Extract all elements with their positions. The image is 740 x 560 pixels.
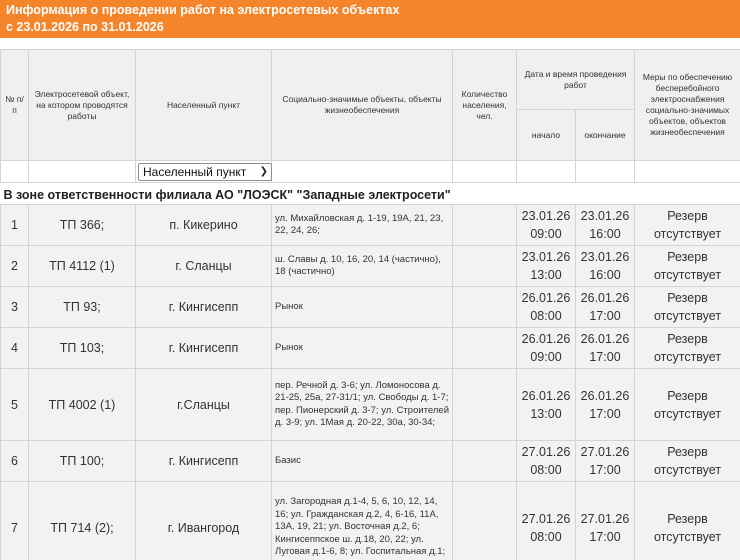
table-row [1,287,740,328]
row-end [576,287,635,328]
row-measures [635,246,740,287]
header-social: Социально-значимые объекты, объекты жизнеобеспечения [272,50,453,161]
row-start [517,328,576,369]
header-datetime: Дата и время проведения работ [517,50,635,110]
row-population [453,328,517,369]
row-measures-line1: Резерв [667,209,708,223]
locality-filter-select[interactable] [138,163,272,181]
row-num: 6 [1,441,29,482]
row-measures-line1: Резерв [667,445,708,459]
row-start-date: 23.01.26 [521,250,571,264]
row-measures [635,205,740,246]
row-measures-line1: Резерв [667,250,708,264]
header-population: Количество населения, чел. [453,50,517,161]
locality-filter-value: Населенный пункт [143,164,247,179]
table-row [1,205,740,246]
row-object: ТП 4002 (1) [29,369,136,441]
row-locality: г. Кингисепп [136,328,272,369]
row-population [453,482,517,560]
row-measures-line1: Резерв [667,388,708,403]
row-locality: г. Кингисепп [136,287,272,328]
row-measures-line2: отсутствует [653,268,722,282]
row-object: ТП 100; [29,441,136,482]
row-num: 4 [1,328,29,369]
row-end [576,205,635,246]
filter-row [1,161,740,183]
row-measures [635,482,740,560]
row-start-time: 09:00 [530,350,562,364]
row-measures [635,328,740,369]
row-end-date: 26.01.26 [580,388,630,403]
row-measures-line1: Резерв [667,511,708,526]
row-start-time: 08:00 [530,309,562,323]
row-measures-line1: Резерв [667,332,708,346]
row-object: ТП 714 (2); [29,482,136,560]
header-start: начало [517,110,576,161]
header-object: Электросетевой объект, на котором проводятся работы [29,50,136,161]
works-table [0,49,740,560]
row-object: ТП 366; [29,205,136,246]
table-row [1,441,740,482]
row-end [576,482,635,560]
row-object: ТП 103; [29,328,136,369]
row-population [453,246,517,287]
row-social: Рынок [272,287,453,328]
row-start-time: 13:00 [530,268,562,282]
row-start-time: 08:00 [530,529,562,544]
row-start [517,246,576,287]
row-measures-line2: отсутствует [653,529,722,544]
group-title: В зоне ответственности филиала АО "ЛОЭСК" "Западные электросети" [1,183,740,205]
row-social: Базис [272,441,453,482]
row-start-date: 27.01.26 [521,511,571,526]
table-row [1,246,740,287]
row-social: ул. Загородная д.1-4, 5, 6, 10, 12, 14, 16; ул. Гражданская д.2, 4, 6-16, 11А, 13А, 19, 21; ул. Восточная д.2, 6; Кингисеппское ш. д.18, 20, 22; ул. Луговая д.1-6, 8; ул. Госпитальная д.1; [272,482,453,560]
row-end-time: 16:00 [589,268,621,282]
row-start [517,441,576,482]
row-start-date: 23.01.26 [521,209,571,223]
row-start-date: 26.01.26 [521,388,571,403]
row-end [576,328,635,369]
row-measures [635,441,740,482]
row-start-time: 08:00 [530,463,562,477]
row-measures [635,369,740,441]
row-end [576,246,635,287]
row-start [517,205,576,246]
row-social: пер. Речной д. 3-6; ул. Ломоносова д. 21-25, 25а, 27-31/1; ул. Свободы д. 1-7; пер. Пионерский д. 3-7; ул. Строителей д. 3-9; ул. 1Мая д. 20-22, 30а, 30-34; [272,369,453,441]
header-locality: Населенный пункт [136,50,272,161]
row-start-date: 26.01.26 [521,332,571,346]
group-row [1,183,740,205]
row-measures-line2: отсутствует [653,350,722,364]
row-end-time: 17:00 [589,463,621,477]
row-end [576,441,635,482]
row-population [453,441,517,482]
row-start [517,369,576,441]
row-locality: г.Сланцы [136,369,272,441]
header-measures: Меры по обеспечению бесперебойного электроснабжения социально-значимых объектов, объектов жизнеобеспечения [635,50,740,161]
row-start-time: 13:00 [530,406,562,421]
row-end-date: 27.01.26 [580,511,630,526]
row-population [453,287,517,328]
page-title: Информация о проведении работ на электросетевых объектах [6,3,400,17]
row-start-time: 09:00 [530,227,562,241]
row-end [576,369,635,441]
table-row [1,328,740,369]
header-end: окончание [576,110,635,161]
row-end-date: 27.01.26 [580,445,630,459]
row-measures-line2: отсутствует [653,227,722,241]
row-end-time: 17:00 [589,406,621,421]
header-num: № п/п [1,50,29,161]
row-object: ТП 93; [29,287,136,328]
table-row [1,482,740,560]
row-locality: г. Кингисепп [136,441,272,482]
row-end-date: 26.01.26 [580,332,630,346]
row-num: 3 [1,287,29,328]
row-start-date: 26.01.26 [521,291,571,305]
row-end-date: 26.01.26 [580,291,630,305]
row-start-date: 27.01.26 [521,445,571,459]
row-social: ул. Михайловская д. 1-19, 19А, 21, 23, 22, 24, 26; [272,205,453,246]
row-measures-line1: Резерв [667,291,708,305]
chevron-down-icon: ❯ [259,166,268,177]
table-row [1,369,740,441]
row-num: 7 [1,482,29,560]
row-end-time: 16:00 [589,227,621,241]
row-measures-line2: отсутствует [653,463,722,477]
row-end-date: 23.01.26 [580,209,630,223]
row-locality: г. Сланцы [136,246,272,287]
row-end-time: 17:00 [589,529,621,544]
row-measures [635,287,740,328]
row-num: 2 [1,246,29,287]
row-measures-line2: отсутствует [653,309,722,323]
row-end-date: 23.01.26 [580,250,630,264]
row-start [517,287,576,328]
row-end-time: 17:00 [589,350,621,364]
row-population [453,369,517,441]
row-object: ТП 4112 (1) [29,246,136,287]
row-social: Рынок [272,328,453,369]
row-population [453,205,517,246]
row-end-time: 17:00 [589,309,621,323]
row-measures-line2: отсутствует [653,406,722,421]
row-locality: п. Кикерино [136,205,272,246]
row-social: ш. Славы д. 10, 16, 20, 14 (частично), 18 (частично) [272,246,453,287]
page-period: с 23.01.2026 по 31.01.2026 [6,20,164,34]
row-locality: г. Ивангород [136,482,272,560]
row-num: 5 [1,369,29,441]
row-start [517,482,576,560]
page-title-bar [0,0,740,38]
row-num: 1 [1,205,29,246]
